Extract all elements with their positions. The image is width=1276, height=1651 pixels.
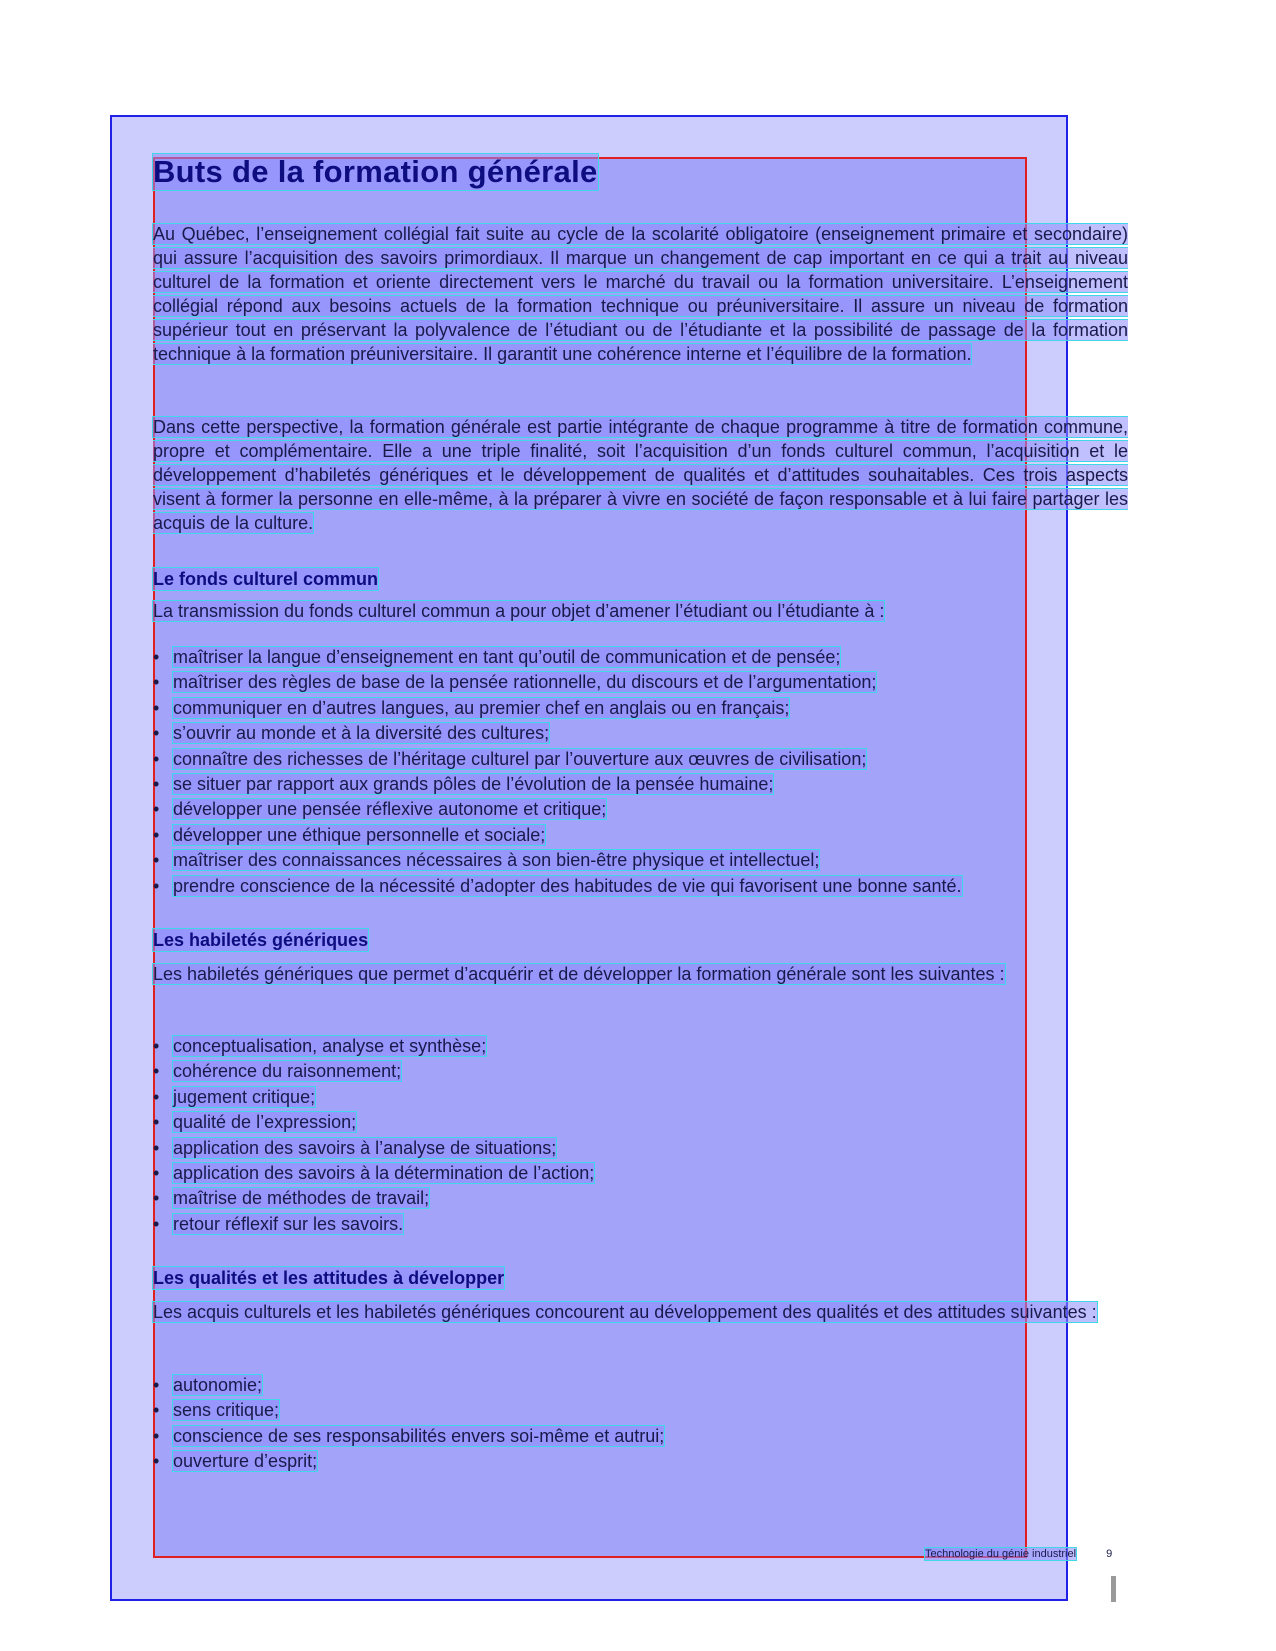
habiletes-list-item	[153, 1186, 594, 1211]
habiletes-list-item	[153, 1110, 594, 1135]
intro-paragraph-2: Dans cette perspective, la formation générale est partie intégrante de chaque programme à titre de formation commune, propre et complémentaire. Elle a une triple finalité, soit l’acquisition d’un fonds culturel commun, l’acquisition et le développement d’habiletés génériques et le développement de qualités et d’attitudes souhaitables. Ces trois aspects visent à former la personne en elle-même, à la préparer à vivre en société de façon responsable et à lui faire partager les acquis de la culture.	[153, 417, 1128, 533]
page-title: Buts de la formation générale	[153, 154, 598, 189]
bullet-icon: •	[153, 1137, 160, 1158]
habiletes-list-item	[153, 1136, 594, 1161]
fonds-culturel-list-item	[153, 670, 962, 695]
qualites-list-item	[153, 1424, 664, 1449]
bullet-icon: •	[153, 824, 160, 845]
footer-program-name: Technologie du génie industriel	[925, 1548, 1077, 1560]
bullet-icon: •	[153, 875, 160, 896]
bullet-icon: •	[153, 799, 160, 820]
margin-mark	[1111, 1576, 1116, 1602]
list-item-text: maîtrise de méthodes de travail;	[173, 1188, 430, 1209]
section-lead-qualites: Les acquis culturels et les habiletés génériques concourent au développement des qualités et des attitudes suivantes :	[153, 1302, 1097, 1322]
list-item-text: sens critique;	[173, 1400, 280, 1421]
bullet-icon: •	[153, 1188, 160, 1209]
list-item-text: s’ouvrir au monde et à la diversité des cultures;	[173, 723, 550, 744]
section-heading-qualites: Les qualités et les attitudes à développer	[153, 1268, 505, 1288]
footer-page-number: 9	[1106, 1548, 1113, 1560]
list-item-text: application des savoirs à la détermination de l’action;	[173, 1163, 595, 1184]
list-item-text: prendre conscience de la nécessité d’adopter des habitudes de vie qui favorisent une bonne santé.	[173, 875, 962, 896]
qualites-list-item	[153, 1398, 664, 1423]
fonds-culturel-list-item	[153, 848, 962, 873]
list-item-text: application des savoirs à l’analyse de situations;	[173, 1137, 557, 1158]
fonds-culturel-list-item	[153, 874, 962, 899]
bullet-icon: •	[153, 697, 160, 718]
list-habiletes	[153, 1034, 594, 1237]
habiletes-list-item	[153, 1212, 594, 1237]
fonds-culturel-list-item	[153, 721, 962, 746]
intro-paragraph-1: Au Québec, l’enseignement collégial fait suite au cycle de la scolarité obligatoire (enseignement primaire et secondaire) qui assure l’acquisition des savoirs primordiaux. Il marque un changement de cap important en ce qui a trait au niveau culturel de la formation et oriente directement vers le marché du travail ou la formation universitaire. L’enseignement collégial répond aux besoins actuels de la formation technique ou préuniversitaire. Il assure un niveau de formation supérieur tout en préservant la polyvalence de l’étudiant ou de l’étudiante et la possibilité de passage de la formation technique à la formation préuniversitaire. Il garantit une cohérence interne et l’équilibre de la formation.	[153, 224, 1128, 364]
bullet-icon: •	[153, 672, 160, 693]
list-fonds-culturel	[153, 645, 962, 899]
list-item-text: conscience de ses responsabilités envers soi-même et autrui;	[173, 1425, 665, 1446]
bullet-icon: •	[153, 850, 160, 871]
habiletes-list-item	[153, 1034, 594, 1059]
fonds-culturel-list-item	[153, 772, 962, 797]
list-qualites	[153, 1373, 664, 1475]
bullet-icon: •	[153, 647, 160, 667]
fonds-culturel-list-item	[153, 823, 962, 848]
qualites-list-item	[153, 1373, 664, 1398]
habiletes-list-item	[153, 1085, 594, 1110]
list-item-text: maîtriser la langue d’enseignement en tant qu’outil de communication et de pensée;	[173, 647, 841, 667]
fonds-culturel-list-item	[153, 696, 962, 721]
qualites-list-item	[153, 1449, 664, 1474]
fonds-culturel-list-item	[153, 797, 962, 822]
bullet-icon: •	[153, 1425, 160, 1446]
list-item-text: développer une pensée réflexive autonome et critique;	[173, 799, 607, 820]
bullet-icon: •	[153, 1451, 160, 1472]
bullet-icon: •	[153, 774, 160, 795]
list-item-text: jugement critique;	[173, 1086, 316, 1107]
section-heading-habiletes: Les habiletés génériques	[153, 930, 369, 950]
habiletes-list-item	[153, 1059, 594, 1084]
bullet-icon: •	[153, 1036, 160, 1056]
list-item-text: développer une éthique personnelle et sociale;	[173, 824, 546, 845]
list-item-text: se situer par rapport aux grands pôles de l’évolution de la pensée humaine;	[173, 774, 774, 795]
fonds-culturel-list-item	[153, 645, 962, 670]
list-item-text: communiquer en d’autres langues, au premier chef en anglais ou en français;	[173, 697, 790, 718]
list-item-text: connaître des richesses de l’héritage culturel par l’ouverture aux œuvres de civilisation;	[173, 748, 867, 769]
habiletes-list-item	[153, 1161, 594, 1186]
fonds-culturel-list-item	[153, 747, 962, 772]
list-item-text: conceptualisation, analyse et synthèse;	[173, 1036, 487, 1056]
bullet-icon: •	[153, 1400, 160, 1421]
list-item-text: maîtriser des connaissances nécessaires à son bien-être physique et intellectuel;	[173, 850, 820, 871]
list-item-text: cohérence du raisonnement;	[173, 1061, 402, 1082]
list-item-text: ouverture d’esprit;	[173, 1451, 318, 1472]
list-item-text: autonomie;	[173, 1375, 263, 1395]
list-item-text: qualité de l’expression;	[173, 1112, 357, 1133]
section-lead-fonds-culturel: La transmission du fonds culturel commun a pour objet d’amener l’étudiant ou l’étudiante à :	[153, 601, 885, 621]
bullet-icon: •	[153, 723, 160, 744]
list-item-text: retour réflexif sur les savoirs.	[173, 1213, 404, 1234]
section-heading-fonds-culturel: Le fonds culturel commun	[153, 569, 379, 589]
page-footer	[925, 1548, 1112, 1560]
bullet-icon: •	[153, 1213, 160, 1234]
bullet-icon: •	[153, 1112, 160, 1133]
bullet-icon: •	[153, 748, 160, 769]
bullet-icon: •	[153, 1375, 160, 1395]
bullet-icon: •	[153, 1163, 160, 1184]
bullet-icon: •	[153, 1061, 160, 1082]
section-lead-habiletes: Les habiletés génériques que permet d’acquérir et de développer la formation générale sont les suivantes :	[153, 964, 1005, 984]
list-item-text: maîtriser des règles de base de la pensée rationnelle, du discours et de l’argumentation;	[173, 672, 877, 693]
bullet-icon: •	[153, 1086, 160, 1107]
